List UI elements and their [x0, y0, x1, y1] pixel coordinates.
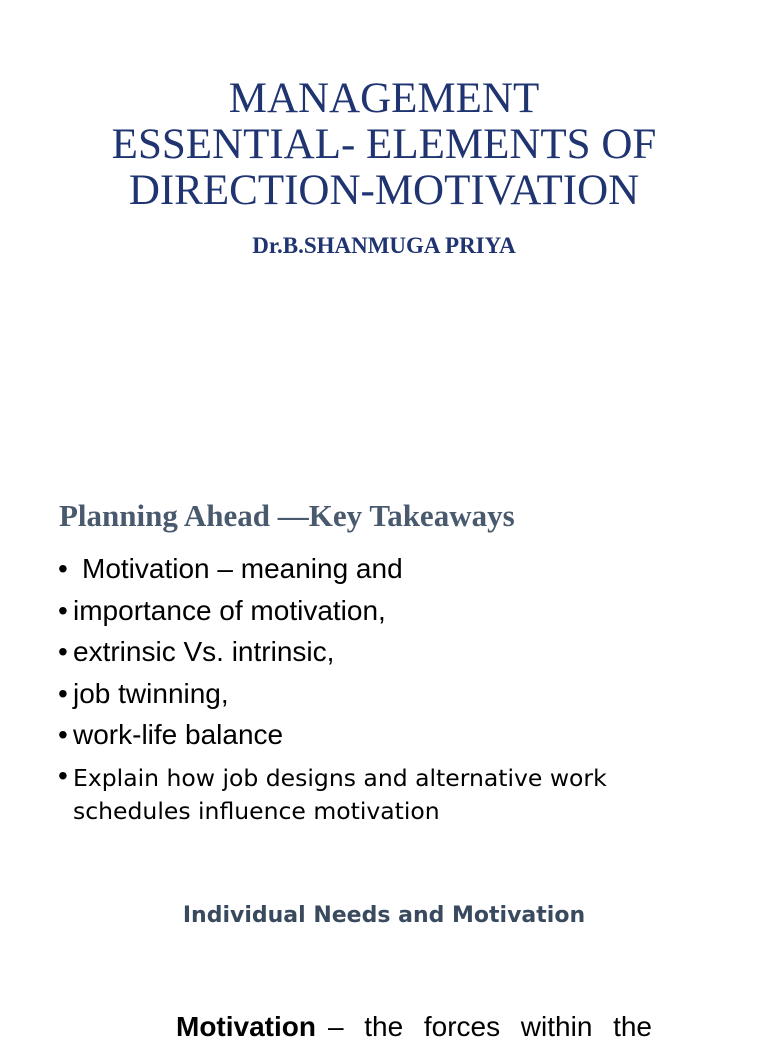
takeaways-heading: Planning Ahead —Key Takeaways — [59, 498, 515, 533]
list-item-text: job twinning, — [73, 677, 229, 709]
list-item — [58, 590, 718, 632]
list-item-text: Explain how job designs and alternative work schedules influence motivation — [73, 763, 607, 825]
bullet-icon: • — [58, 719, 68, 750]
list-item — [58, 759, 718, 828]
title-line: DIRECTION-MOTIVATION — [128, 167, 640, 214]
title-line: ESSENTIAL- ELEMENTS OF — [111, 121, 657, 168]
bullet-icon: • — [58, 677, 68, 709]
list-item — [58, 714, 718, 756]
list-item — [58, 548, 718, 590]
list-item — [58, 673, 718, 715]
list-item-text: work-life balance — [73, 719, 284, 750]
list-item-text: Motivation – meaning and — [82, 553, 403, 584]
bullet-icon: • — [58, 759, 68, 791]
list-item — [58, 631, 718, 673]
takeaways-list — [58, 548, 718, 828]
bullet-icon: • — [58, 636, 68, 667]
bullet-icon: • — [58, 594, 68, 626]
definition-term: Motivation — [176, 1011, 316, 1042]
list-item-text: extrinsic Vs. intrinsic, — [73, 636, 335, 667]
definition-text — [176, 1010, 652, 1044]
section-heading: Individual Needs and Motivation — [182, 903, 586, 928]
bullet-icon: • — [58, 553, 68, 584]
title-line: MANAGEMENT — [228, 75, 540, 122]
document-title — [0, 76, 768, 214]
list-item-text: importance of motivation, — [73, 594, 386, 626]
author-name: Dr.B.SHANMUGA PRIYA — [252, 233, 516, 258]
definition-rest: – the forces within the — [328, 1011, 652, 1042]
